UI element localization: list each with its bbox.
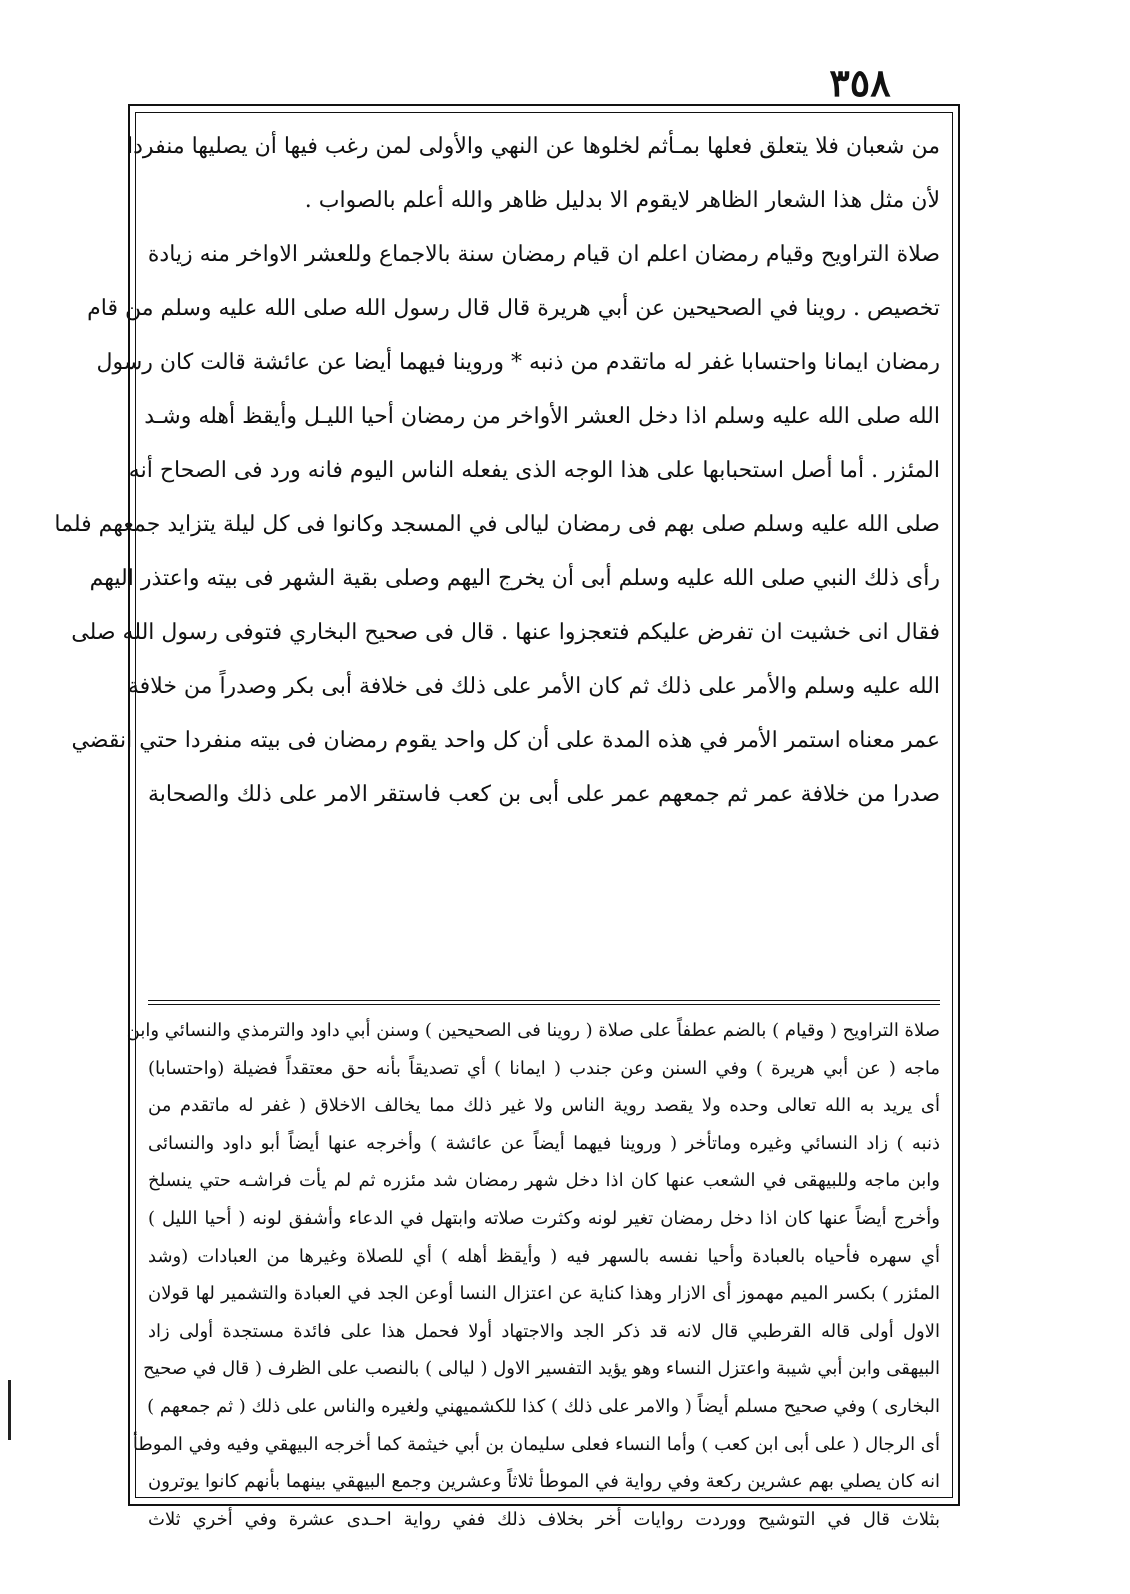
footnote-divider bbox=[148, 1000, 940, 1001]
footnote-line: البخارى ) وفي صحيح مسلم أيضاً ( والامر على ذلك ) كذا للكشميهني ولغيره والناس على ذلك ( ثم جمعهم ) bbox=[147, 1395, 940, 1417]
main-text-line: من شعبان فلا يتعلق فعلها بمـأثم لخلوها عن النهي والأولى لمن رغب فيها أن يصليها منفردا bbox=[127, 134, 940, 159]
footnote-line: البيهقى وابن أبي شيبة واعتزل النساء وهو يؤيد التفسير الاول ( ليالى ) بالنصب على الظرف ( قال في صحيح bbox=[143, 1358, 940, 1380]
footnote-line: ذنبه ) زاد النسائي وغيره وماتأخر ( وروينا فيهما أيضاً عن عائشة ) وأخرجه عنها أيضاً أبو داود والنسائى bbox=[148, 1132, 940, 1154]
footnote-line: ماجه ( عن أبي هريرة ) وفي السنن وعن جندب ( ايمانا ) أي تصديقاً بأنه حق معتقداً فضيلة (واحتسابا) bbox=[148, 1057, 940, 1079]
main-text-line: عمر معناه استمر الأمر في هذه المدة على أن كل واحد يقوم رمضان فى بيته منفردا حتي انقضي bbox=[71, 728, 940, 753]
footnote-line: أى يريد به الله تعالى وحده ولا يقصد روية الناس ولا غير ذلك مما يخالف الاخلاق ( غفر له ماتقدم من bbox=[148, 1095, 940, 1117]
footnote-line: أي سهره فأحياه بالعبادة وأحيا نفسه بالسهر فيه ( وأيقظ أهله ) أي للصلاة وغيرها من العبادات (وشد bbox=[148, 1245, 940, 1267]
page-number: ٣٥٨ bbox=[829, 60, 891, 105]
footnote-line: المئزر ) بكسر الميم مهموز أى الازار وهذا كناية عن اعتزال النسا أوعن الجد في العبادة والتشمير لها قولان bbox=[148, 1283, 940, 1305]
footnote-line: أى الرجال ( على أبى ابن كعب ) وأما النساء فعلى سليمان بن أبي خيثمة كما أخرجه البيهقي وفيه وفي الموطأ bbox=[132, 1433, 940, 1455]
main-text-line: صلاة التراويح وقيام رمضان اعلم ان قيام رمضان سنة بالاجماع وللعشر الاواخر منه زيادة bbox=[147, 242, 940, 267]
main-text-line: المئزر . أما أصل استحبابها على هذا الوجه الذى يفعله الناس اليوم فانه ورد فى الصحاح أنه bbox=[128, 458, 940, 483]
main-text-line: فقال انى خشيت ان تفرض عليكم فتعجزوا عنها . قال فى صحيح البخاري فتوفى رسول الله صلى bbox=[71, 620, 940, 645]
footnote-line: وابن ماجه وللبيهقى في الشعب عنها كان اذا دخل شهر رمضان شد مئزره ثم لم يأت فراشـه حتي ينسلخ bbox=[148, 1170, 940, 1192]
main-text-line: الله عليه وسلم والأمر على ذلك ثم كان الأمر على ذلك فى خلافة أبى بكر وصدراً من خلافة bbox=[127, 674, 940, 699]
main-text-line: صلى الله عليه وسلم صلى بهم فى رمضان ليالى في المسجد وكانوا فى كل ليلة يتزايد جمعهم فلما bbox=[54, 512, 940, 537]
main-text-line: لأن مثل هذا الشعار الظاهر لايقوم الا بدليل ظاهر والله أعلم بالصواب . bbox=[304, 188, 940, 213]
footnote-line: انه كان يصلي بهم عشرين ركعة وفي رواية في الموطأ ثلاثاً وعشرين وجمع البيهقي بينهما بأنهم كانوا يوترون bbox=[148, 1471, 940, 1493]
footnotes-block bbox=[126, 1012, 940, 1538]
footnote-divider-thin bbox=[148, 1004, 940, 1005]
main-text-block bbox=[54, 120, 940, 822]
main-text-line: صدرا من خلافة عمر ثم جمعهم عمر على أبى بن كعب فاستقر الامر على ذلك والصحابة bbox=[148, 782, 940, 807]
main-text-line: رمضان ايمانا واحتسابا غفر له ماتقدم من ذنبه * وروينا فيهما أيضا عن عائشة قالت كان رسول bbox=[96, 350, 940, 375]
scan-edge-mark bbox=[8, 1380, 11, 1440]
footnote-line: صلاة التراويح ( وقيام ) بالضم عطفاً على صلاة ( روينا فى الصحيحين ) وسنن أبي داود والترمذي والنسائي وابن bbox=[126, 1020, 940, 1041]
main-text-line: رأى ذلك النبي صلى الله عليه وسلم أبى أن يخرج اليهم وصلى بقية الشهر فى بيته واعتذر اليهم bbox=[89, 566, 940, 591]
footnote-line: وأخرج أيضاً عنها كان اذا دخل رمضان تغير لونه وكثرت صلاته وابتهل في الدعاء وأشفق لونه ( أحيا الليل ) bbox=[148, 1207, 940, 1229]
footnote-line: بثلاث قال في التوشيح ووردت روايات أخر بخلاف ذلك ففي رواية احـدى عشرة وفي أخري ثلاث bbox=[148, 1508, 940, 1530]
footnote-line: الاول أولى قاله القرطبي قال لانه قد ذكر الجد والاجتهاد أولا فحمل هذا على فائدة مستجدة أولى زاد bbox=[148, 1320, 940, 1342]
main-text-line: تخصيص . روينا في الصحيحين عن أبي هريرة قال قال رسول الله صلى الله عليه وسلم من قام bbox=[87, 296, 940, 321]
main-text-line: الله صلى الله عليه وسلم اذا دخل العشر الأواخر من رمضان أحيا الليـل وأيقظ أهله وشـد bbox=[144, 404, 940, 429]
